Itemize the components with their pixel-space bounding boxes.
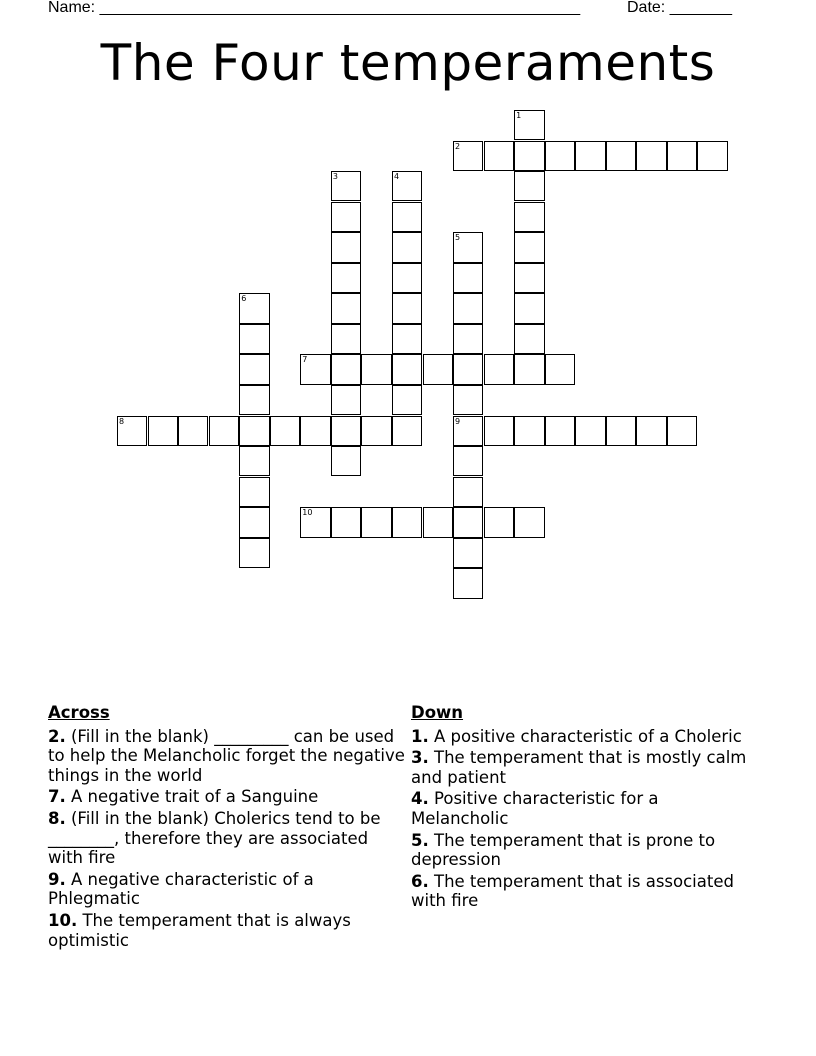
grid-cell[interactable] [270, 416, 300, 446]
grid-cell[interactable] [453, 446, 483, 476]
grid-cell[interactable] [453, 538, 483, 568]
grid-cell[interactable] [453, 324, 483, 354]
grid-cell[interactable] [331, 232, 361, 262]
clue-item [48, 911, 408, 950]
grid-cell[interactable] [392, 293, 422, 323]
grid-cell[interactable] [300, 416, 330, 446]
clue-item [48, 870, 408, 909]
clue-item-number: 4. [411, 789, 429, 809]
grid-cell[interactable] [392, 416, 422, 446]
grid-cell[interactable] [514, 141, 544, 171]
clue-item [48, 809, 408, 868]
grid-cell[interactable] [484, 141, 514, 171]
clue-item-text: A negative characteristic of a Phlegmatic [48, 869, 314, 909]
grid-cell[interactable] [392, 507, 422, 537]
grid-cell[interactable] [514, 416, 544, 446]
grid-cell[interactable] [453, 141, 483, 171]
grid-cell[interactable] [667, 416, 697, 446]
clue-item-text: The temperament that is prone to depression [411, 830, 716, 870]
grid-cell[interactable] [331, 354, 361, 384]
date-field-label: Date: _______ [627, 0, 732, 16]
clue-number: 8 [119, 416, 125, 426]
clue-item [411, 831, 756, 870]
clue-number: 6 [241, 294, 247, 304]
grid-cell[interactable] [239, 385, 269, 415]
grid-cell[interactable] [392, 171, 422, 201]
grid-cell[interactable] [361, 507, 391, 537]
grid-cell[interactable] [300, 507, 330, 537]
grid-cell[interactable] [331, 293, 361, 323]
grid-cell[interactable] [331, 171, 361, 201]
grid-cell[interactable] [667, 141, 697, 171]
grid-cell[interactable] [453, 293, 483, 323]
grid-cell[interactable] [331, 416, 361, 446]
clue-item-number: 3. [411, 748, 429, 768]
clue-item [48, 727, 408, 786]
clue-item-number: 1. [411, 726, 429, 746]
clue-item [411, 748, 756, 787]
clue-item-text: (Fill in the blank) Cholerics tend to be ________, therefore they are associated with fire [48, 808, 381, 868]
grid-cell[interactable] [178, 416, 208, 446]
clue-item [411, 727, 756, 747]
grid-cell[interactable] [239, 446, 269, 476]
clue-item-number: 8. [48, 808, 66, 828]
clue-number: 1 [516, 111, 522, 120]
clue-item [411, 872, 756, 911]
grid-cell[interactable] [331, 324, 361, 354]
grid-cell[interactable] [392, 202, 422, 232]
grid-cell[interactable] [239, 324, 269, 354]
grid-cell[interactable] [514, 110, 544, 140]
grid-cell[interactable] [453, 354, 483, 384]
grid-cell[interactable] [453, 263, 483, 293]
grid-cell[interactable] [392, 385, 422, 415]
grid-cell[interactable] [239, 477, 269, 507]
grid-cell[interactable] [423, 354, 453, 384]
grid-cell[interactable] [636, 141, 666, 171]
grid-cell[interactable] [514, 171, 544, 201]
grid-cell[interactable] [575, 416, 605, 446]
down-clues [411, 703, 756, 913]
grid-cell[interactable] [300, 354, 330, 384]
grid-cell[interactable] [392, 232, 422, 262]
grid-cell[interactable] [392, 263, 422, 293]
clue-item-number: 10. [48, 910, 78, 930]
grid-cell[interactable] [209, 416, 239, 446]
grid-cell[interactable] [453, 385, 483, 415]
grid-cell[interactable] [606, 416, 636, 446]
grid-cell[interactable] [514, 293, 544, 323]
grid-cell[interactable] [239, 538, 269, 568]
name-field-label: Name: ______________________________________________________ [48, 0, 581, 16]
clue-number: 9 [455, 416, 461, 426]
grid-cell[interactable] [423, 507, 453, 537]
clue-item-number: 2. [48, 726, 66, 746]
grid-cell[interactable] [331, 202, 361, 232]
grid-cell[interactable] [331, 446, 361, 476]
grid-cell[interactable] [392, 354, 422, 384]
grid-cell[interactable] [514, 202, 544, 232]
grid-cell[interactable] [239, 354, 269, 384]
grid-cell[interactable] [514, 507, 544, 537]
clue-item-text: A negative trait of a Sanguine [65, 787, 319, 807]
grid-cell[interactable] [239, 507, 269, 537]
across-clues [48, 703, 408, 952]
clue-item-text: The temperament that is always optimistic [48, 910, 351, 950]
grid-cell[interactable] [514, 354, 544, 384]
clue-item-number: 9. [48, 869, 66, 889]
clue-number: 2 [455, 141, 461, 151]
clue-number: 3 [332, 172, 338, 182]
grid-cell[interactable] [636, 416, 666, 446]
clue-number: 10 [302, 508, 313, 518]
grid-cell[interactable] [453, 477, 483, 507]
grid-cell[interactable] [514, 232, 544, 262]
grid-cell[interactable] [545, 354, 575, 384]
clue-item-text: The temperament that is mostly calm and patient [411, 748, 747, 787]
clue-number: 5 [455, 233, 461, 243]
clue-number: 4 [393, 172, 400, 182]
grid-cell[interactable] [361, 354, 391, 384]
grid-cell[interactable] [545, 141, 575, 171]
clue-item-number: 5. [411, 830, 429, 850]
across-clue-list [48, 727, 408, 951]
across-heading: Across [48, 703, 110, 722]
grid-cell[interactable] [514, 324, 544, 354]
grid-cell[interactable] [331, 385, 361, 415]
grid-cell[interactable] [117, 416, 147, 446]
clue-item [48, 787, 408, 807]
grid-cell[interactable] [239, 293, 269, 323]
grid-cell[interactable] [606, 141, 636, 171]
clue-number: 7 [302, 355, 308, 365]
clue-item-text: The temperament that is associated with fire [411, 871, 734, 911]
clue-item-text: A positive characteristic of a Choleric [428, 726, 742, 746]
clue-item-text: Positive characteristic for a Melancholic [411, 789, 659, 828]
grid-cell[interactable] [697, 141, 727, 171]
grid-cell[interactable] [331, 263, 361, 293]
grid-cell[interactable] [361, 416, 391, 446]
grid-cell[interactable] [545, 416, 575, 446]
grid-cell[interactable] [453, 507, 483, 537]
down-heading: Down [411, 703, 464, 722]
grid-cell[interactable] [239, 416, 269, 446]
grid-cell[interactable] [484, 354, 514, 384]
clue-item [411, 789, 756, 828]
grid-cell[interactable] [575, 141, 605, 171]
clue-item-number: 6. [411, 871, 429, 891]
grid-cell[interactable] [453, 232, 483, 262]
grid-cell[interactable] [484, 507, 514, 537]
grid-cell[interactable] [331, 507, 361, 537]
clue-item-number: 7. [48, 787, 66, 807]
grid-cell[interactable] [148, 416, 178, 446]
grid-cell[interactable] [453, 416, 483, 446]
grid-cell[interactable] [484, 416, 514, 446]
grid-cell[interactable] [453, 568, 483, 598]
grid-cell[interactable] [514, 263, 544, 293]
down-clue-list [411, 727, 756, 911]
clue-item-text: (Fill in the blank) _________ can be used to help the Melancholic forget the negative things in the world [48, 726, 405, 785]
grid-cell[interactable] [392, 324, 422, 354]
page-title: The Four temperaments [100, 34, 716, 92]
